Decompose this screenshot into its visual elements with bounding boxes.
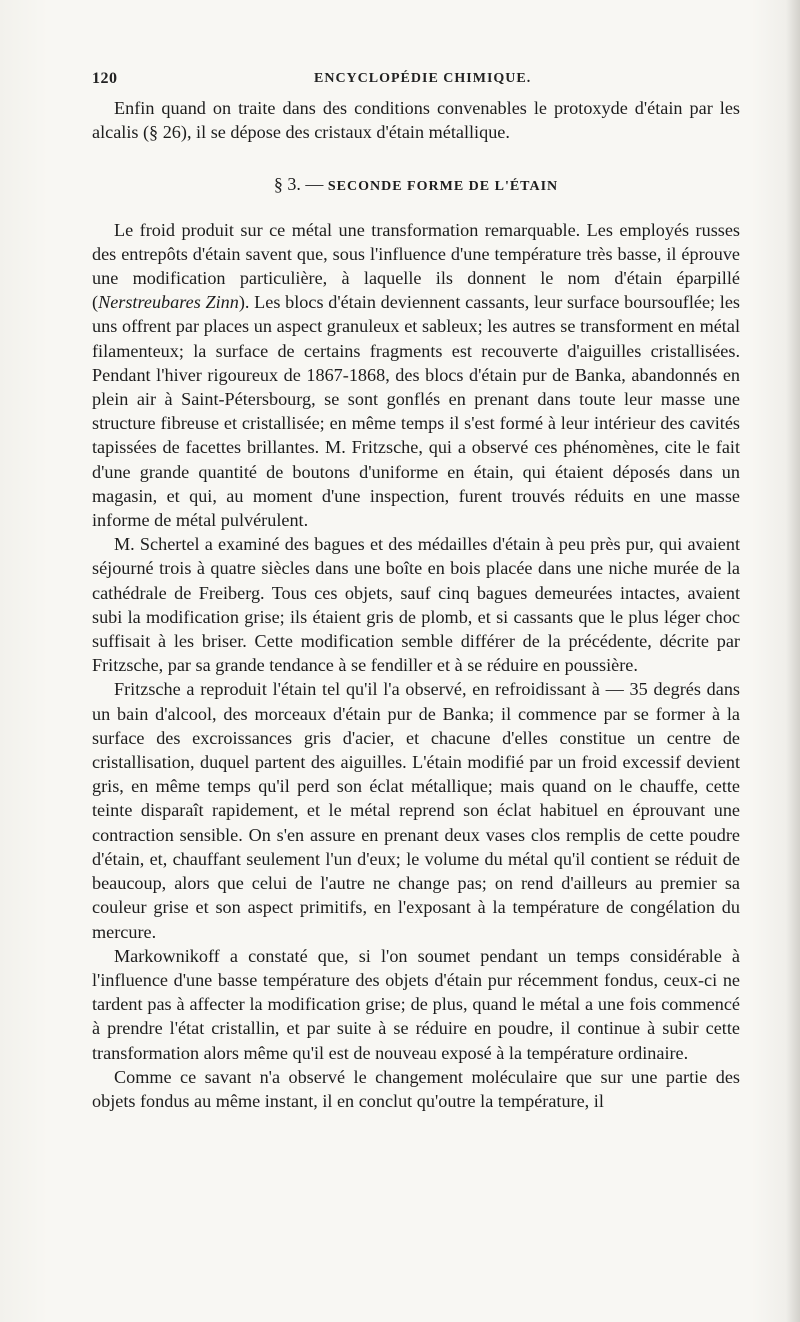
page-edge-shadow bbox=[786, 0, 800, 1322]
italic-term: Nerstreubares Zinn bbox=[98, 292, 239, 313]
section-number: § 3. — bbox=[273, 174, 324, 195]
paragraph-fritzsche-reproduction: Fritzsche a reproduit l'étain tel qu'il l'a observé, en refroidissant à — 35 degrés dans un bain d'alcool, des morceaux d'étain pur de Banka; il commence par se former à la surface des excroissances gris d'acier, et chacune d'elles constitue un centre de cristallisation, duquel partent des aiguilles. L'étain modifié par un froid excessif devient gris, en même temps qu'il perd son éclat métallique; mais quand on le chauffe, cette teinte disparaît rapidement, et le métal reprend son éclat habituel en éprouvant une contraction sensible. On s'en assure en prenant deux vases clos remplis de cette poudre d'étain, et, chauffant seulement l'un d'eux; le volume du métal qu'il contient se réduit de beaucoup, alors que celui de l'autre ne change pas; on rend d'ailleurs au premier sa couleur grise et son aspect primitifs, en l'exposant à la température de congélation du mercure. bbox=[92, 679, 740, 942]
spacer bbox=[92, 144, 740, 172]
paragraph-text: ). Les blocs d'étain deviennent cassants, leur surface boursouflée; les uns offrent par places un aspect granuleux et sableux; les autres se transforment en métal filamenteux; la surface de certains fragments est recouverte d'aiguilles cristallisées. Pendant l'hiver rigoureux de 1867-1868, des blocs d'étain pur de Banka, abandonnés en plein air à Saint-Pétersbourg, se sont gonflés en prenant dans toute leur masse une structure fibreuse et cristallisée; en même temps il s'est formé à leur intérieur des cavités tapissées de facettes brillantes. M. Fritzsche, qui a observé ces phénomènes, cite le fait d'une grande quantité de boutons d'uniforme en étain, qui étaient déposés dans un magasin, et qui, au moment d'une inspection, furent trouvés réduits en une masse informe de métal pulvérulent. bbox=[92, 292, 741, 531]
page-header bbox=[92, 70, 740, 96]
section-title: SECONDE FORME DE L'ÉTAIN bbox=[327, 179, 559, 195]
paragraph-text: Le froid produit sur ce métal une transformation remarquable. Les employés russes des entrepôts d'étain savent que, sous l'influence d'une température très basse, il éprouve une modification particulière, à laquelle ils donnent le nom d'étain éparpillé ( bbox=[92, 219, 740, 313]
paragraph-schertel: M. Schertel a examiné des bagues et des médailles d'étain à peu près pur, qui avaient séjourné trois à quatre siècles dans une boîte en bois placée dans une niche murée de la cathédrale de Freiberg. Tous ces objets, sauf cinq bagues demeurées intactes, avaient subi la modification grise; ils étaient gris de plomb, et si cassants que le plus léger choc suffisait à les briser. Cette modification semble différer de la précédente, décrite par Fritzsche, par sa grande tendance à se fendiller et à se réduire en poussière. bbox=[92, 534, 740, 676]
intro-paragraph: Enfin quand on traite dans des conditions convenables le protoxyde d'étain par les alcalis (§ 26), il se dépose des cristaux d'étain métallique. bbox=[92, 98, 740, 143]
paragraph-markownikoff: Markownikoff a constaté que, si l'on soumet pendant un temps considérable à l'influence d'une basse température des objets d'étain pur récemment fondus, ceux-ci ne tardent pas à affecter la modification grise; de plus, quand le métal a une fois commencé à prendre l'état cristallin, et par suite à se réduire en poudre, il continue à subir cette transformation alors même qu'il est de nouveau exposé à la température ordinaire. bbox=[92, 945, 740, 1063]
page-body bbox=[92, 96, 740, 1113]
paragraph-cold-transformation bbox=[92, 218, 740, 533]
page-number: 120 bbox=[92, 70, 118, 87]
spacer bbox=[92, 200, 740, 218]
running-title: ENCYCLOPÉDIE CHIMIQUE. bbox=[314, 71, 532, 86]
paragraph-conclusion: Comme ce savant n'a observé le changement moléculaire que sur une partie des objets fondus au même instant, il en conclut qu'outre la température, il bbox=[92, 1066, 740, 1111]
section-heading bbox=[92, 172, 740, 199]
